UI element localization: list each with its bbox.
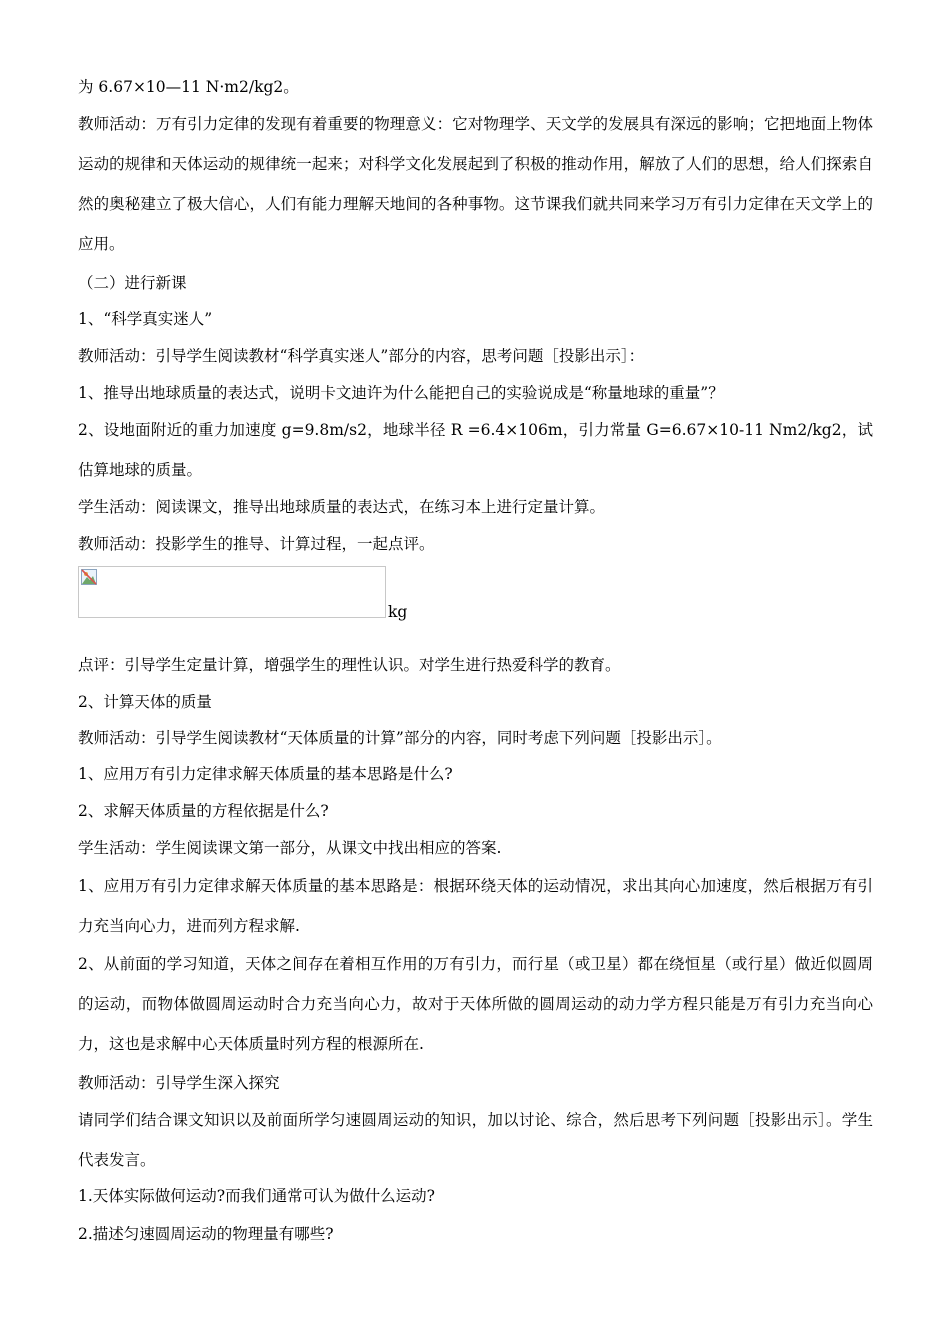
question-circular-motion-quantities: 2.描述匀速圆周运动的物理量有哪些? xyxy=(78,1225,334,1243)
question-1-earth-mass: 1、推导出地球质量的表达式，说明卡文迪许为什么能把自己的实验说成是“称量地球的重量”？ xyxy=(78,384,724,402)
question-equation-basis: 2、求解天体质量的方程依据是什么? xyxy=(78,802,329,820)
subheading-celestial-mass: 2、计算天体的质量 xyxy=(78,693,212,711)
paragraph-gravitational-constant: 为 6.67×10—11 N·m2/kg2。 xyxy=(78,78,299,96)
question-2-estimate-mass: 2、设地面附近的重力加速度 g=9.8m/s2，地球半径 R =6.4×106m，引力常量 G=6.67×10-11 Nm2/kg2，试估算地球的质量。 xyxy=(78,421,873,479)
paragraph-discussion: 请同学们结合课文知识以及前面所学匀速圆周运动的知识，加以讨论、综合，然后思考下列问题［投影出示］。学生代表发言。 xyxy=(78,1111,873,1169)
broken-image-icon xyxy=(81,569,97,585)
paragraph-student-reading: 学生活动：学生阅读课文第一部分，从课文中找出相应的答案. xyxy=(78,839,502,857)
paragraph-teacher-guide-mass: 教师活动：引导学生阅读教材“天体质量的计算”部分的内容，同时考虑下列问题［投影出示］。 xyxy=(78,729,722,747)
question-basic-idea: 1、应用万有引力定律求解天体质量的基本思路是什么? xyxy=(78,765,453,783)
paragraph-student-activity: 学生活动：阅读课文，推导出地球质量的表达式，在练习本上进行定量计算。 xyxy=(78,498,606,516)
paragraph-review: 点评：引导学生定量计算，增强学生的理性认识。对学生进行热爱科学的教育。 xyxy=(78,656,621,674)
question-celestial-motion: 1.天体实际做何运动?而我们通常可认为做什么运动? xyxy=(78,1187,435,1205)
answer-1-basic-idea: 1、应用万有引力定律求解天体质量的基本思路是：根据环绕天体的运动情况，求出其向心加速度，然后根据万有引力充当向心力，进而列方程求解. xyxy=(78,877,873,935)
paragraph-teacher-projection: 教师活动：投影学生的推导、计算过程，一起点评。 xyxy=(78,535,435,553)
formula-unit-label: kg xyxy=(388,603,408,621)
paragraph-teacher-guide-reading: 教师活动：引导学生阅读教材“科学真实迷人”部分的内容，思考问题［投影出示］： xyxy=(78,347,645,365)
paragraph-teacher-intro: 教师活动：万有引力定律的发现有着重要的物理意义：它对物理学、天文学的发展具有深远的影响；它把地面上物体运动的规律和天体运动的规律统一起来；对科学文化发展起到了积极的推动作用，解放了人们的思想，给人们探索自然的奥秘建立了极大信心，人们有能力理解天地间的各种事物。这节课我们就共同来学习万有引力定律在天文学上的应用。 xyxy=(78,115,873,253)
section-heading-new-lesson: （二）进行新课 xyxy=(78,274,187,292)
formula-image-placeholder xyxy=(78,566,386,618)
paragraph-teacher-explore: 教师活动：引导学生深入探究 xyxy=(78,1074,280,1092)
answer-2-equation-basis: 2、从前面的学习知道，天体之间存在着相互作用的万有引力，而行星（或卫星）都在绕恒星（或行星）做近似圆周的运动，而物体做圆周运动时合力充当向心力，故对于天体所做的圆周运动的动力学方程只能是万有引力充当向心力，这也是求解中心天体质量时列方程的根源所在. xyxy=(78,955,873,1053)
subheading-science-fascinating: 1、“科学真实迷人” xyxy=(78,310,213,328)
